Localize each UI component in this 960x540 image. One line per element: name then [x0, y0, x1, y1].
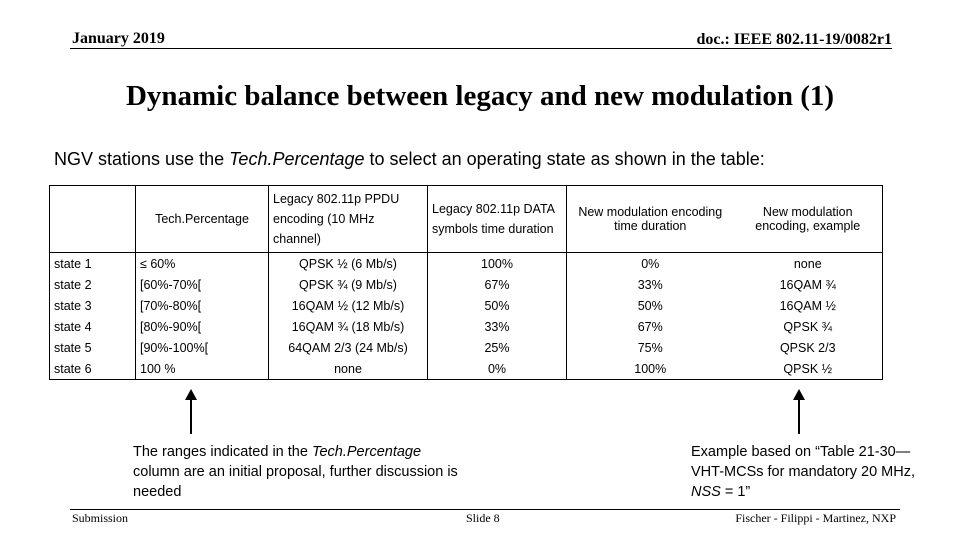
- table-cell: ≤ 60%: [136, 253, 269, 275]
- footer-authors: Fischer - Filippi - Martinez, NXP: [735, 511, 896, 525]
- table-row: [50, 253, 883, 275]
- ranges-note: [133, 442, 463, 502]
- arrow-up-icon: [190, 398, 192, 434]
- table-cell: 100 %: [136, 358, 269, 380]
- table-cell: [80%-90%[: [136, 316, 269, 337]
- table-cell: 0%: [428, 358, 567, 380]
- table-cell: state 4: [54, 319, 92, 334]
- table-cell: QPSK ½: [783, 361, 833, 376]
- table-cell: state 2: [54, 277, 92, 292]
- intro-text: [54, 149, 765, 170]
- table-cell: 75%: [567, 337, 734, 358]
- table-cell: [60%-70%[: [136, 274, 269, 295]
- header-divider: [70, 48, 892, 49]
- footer-slide-number: Slide 8: [466, 511, 500, 525]
- table-cell: 50%: [428, 295, 567, 316]
- table-row: [50, 337, 883, 358]
- example-note: [691, 442, 917, 502]
- table-row: [50, 316, 883, 337]
- table-row: [50, 358, 883, 380]
- intro-before: NGV stations use the: [54, 149, 230, 169]
- table-header-cell: New modulation encoding time duration: [567, 186, 734, 253]
- table-cell: 100%: [567, 358, 734, 380]
- example-note-term: NSS: [691, 484, 721, 500]
- table-cell: [90%-100%[: [136, 337, 269, 358]
- table-header-cell: Tech.Percentage: [136, 186, 269, 253]
- table-header-cell: Legacy 802.11p DATA symbols time duration: [428, 186, 567, 253]
- table-cell: 33%: [567, 274, 734, 295]
- table-header-cell: New modulation encoding, example: [734, 186, 883, 253]
- arrow-up-icon: [798, 398, 800, 434]
- table-cell: 67%: [428, 274, 567, 295]
- table-row: [50, 274, 883, 295]
- table-cell: [70%-80%[: [136, 295, 269, 316]
- example-note-after: = 1”: [720, 484, 751, 500]
- table-cell: 0%: [567, 253, 734, 275]
- states-table: [49, 185, 883, 380]
- table-cell: 16QAM ¾: [779, 277, 836, 292]
- table-cell: QPSK 2/3: [779, 340, 836, 355]
- table-header-row: [50, 186, 883, 253]
- table-cell: QPSK ½ (6 Mb/s): [269, 253, 428, 275]
- slide-title: Dynamic balance between legacy and new modulation (1): [125, 80, 835, 112]
- table-cell: none: [793, 256, 822, 271]
- table-cell: 64QAM 2/3 (24 Mb/s): [269, 337, 428, 358]
- ranges-note-term: Tech.Percentage: [311, 444, 422, 460]
- table-header-cell: Legacy 802.11p PPDU encoding (10 MHz channel): [269, 186, 428, 253]
- footer-submission: Submission: [72, 511, 129, 525]
- table-cell: QPSK ¾ (9 Mb/s): [269, 274, 428, 295]
- table-header-cell: [50, 186, 136, 253]
- table-row: [50, 295, 883, 316]
- table-cell: state 6: [54, 361, 92, 376]
- ranges-note-before: The ranges indicated in the: [133, 444, 312, 460]
- table-cell: 16QAM ¾ (18 Mb/s): [269, 316, 428, 337]
- intro-term: Tech.Percentage: [229, 149, 365, 169]
- table-cell: 16QAM ½ (12 Mb/s): [269, 295, 428, 316]
- table-cell: none: [269, 358, 428, 380]
- table-cell: QPSK ¾: [783, 319, 833, 334]
- intro-after: to select an operating state as shown in the table:: [364, 149, 765, 169]
- table-cell: 33%: [428, 316, 567, 337]
- example-note-before: Example based on “Table 21-30—VHT-MCSs for mandatory 20 MHz,: [691, 444, 915, 480]
- table-cell: state 3: [54, 298, 92, 313]
- header-date: January 2019: [72, 30, 165, 47]
- ranges-note-after: column are an initial proposal, further discussion is needed: [133, 464, 458, 500]
- table-cell: 50%: [567, 295, 734, 316]
- table-cell: 67%: [567, 316, 734, 337]
- table-cell: 16QAM ½: [779, 298, 836, 313]
- table-cell: 100%: [428, 253, 567, 275]
- header-doc-id: doc.: IEEE 802.11-19/0082r1: [696, 31, 892, 48]
- table-cell: state 5: [54, 340, 92, 355]
- footer-divider: [70, 509, 900, 510]
- table-cell: state 1: [54, 256, 92, 271]
- table-cell: 25%: [428, 337, 567, 358]
